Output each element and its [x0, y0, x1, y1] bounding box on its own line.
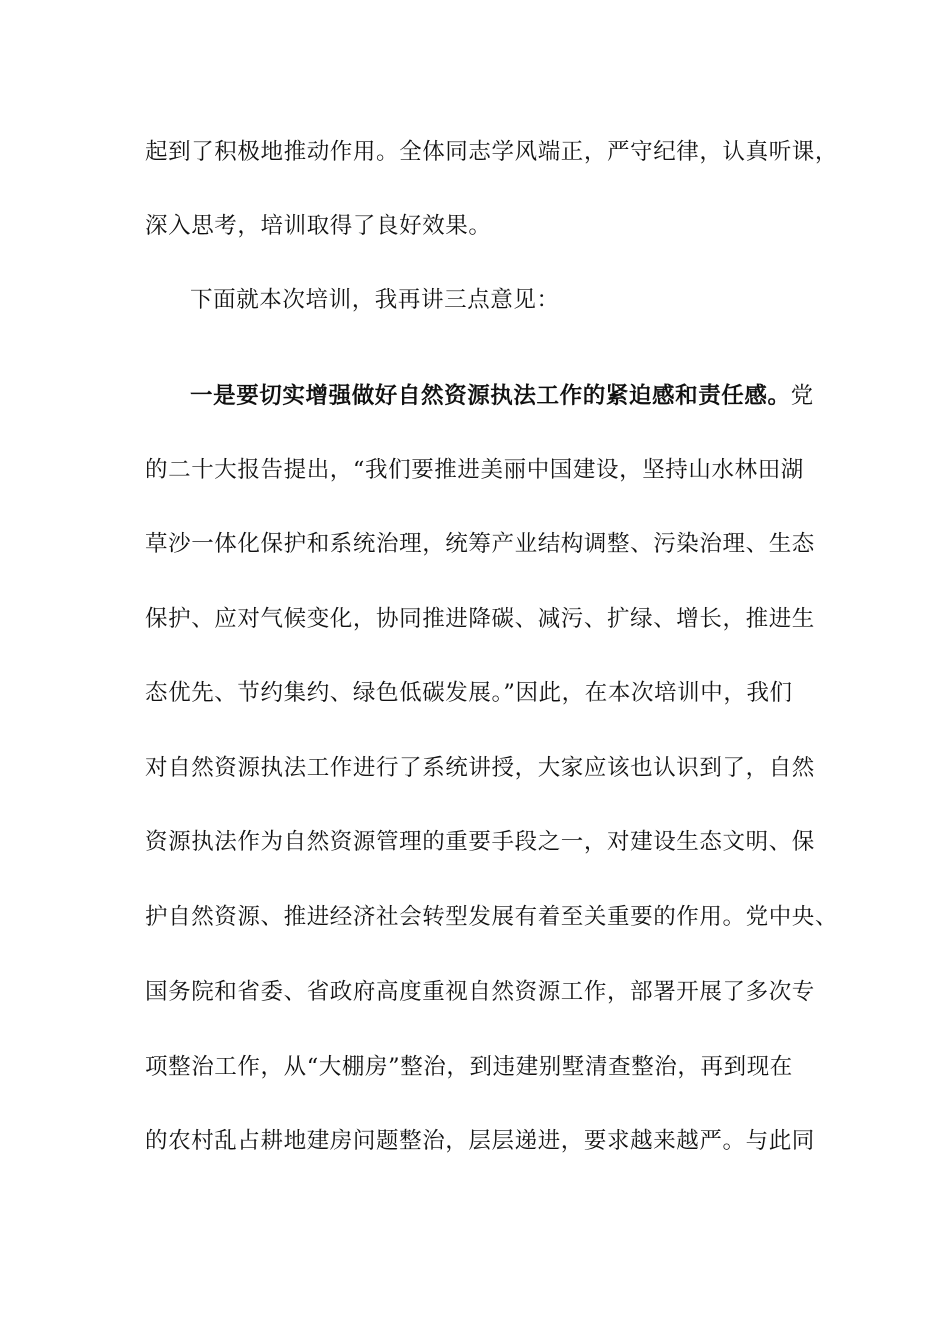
- text-line-1: 起到了积极地推动作用。全体同志学风端正，严守纪律，认真听课，: [145, 139, 839, 165]
- text-line-5: 的二十大报告提出，“我们要推进美丽中国建设，坚持山水林田湖: [145, 457, 804, 483]
- section-heading-tail: 党: [790, 383, 814, 409]
- text-line-2: 深入思考，培训取得了良好效果。: [145, 213, 492, 239]
- text-line-10: 资源执法作为自然资源管理的重要手段之一，对建设生态文明、保: [145, 829, 815, 855]
- text-line-11: 护自然资源、推进经济社会转型发展有着至关重要的作用。党中央、: [145, 904, 839, 930]
- section-heading-bold: 一是要切实增强做好自然资源执法工作的紧迫感和责任感。: [190, 383, 791, 409]
- text-line-8: 态优先、节约集约、绿色低碳发展。”因此，在本次培训中，我们: [145, 680, 793, 706]
- text-line-6: 草沙一体化保护和系统治理，统筹产业结构调整、污染治理、生态: [145, 531, 815, 557]
- text-line-3: 下面就本次培训，我再讲三点意见：: [190, 287, 560, 313]
- text-line-13: 项整治工作，从“大棚房”整治，到违建别墅清查整治，再到现在: [145, 1054, 793, 1080]
- text-line-14: 的农村乱占耕地建房问题整治，层层递进，要求越来越严。与此同: [145, 1128, 815, 1154]
- text-line-9: 对自然资源执法工作进行了系统讲授，大家应该也认识到了，自然: [145, 755, 815, 781]
- section-heading-line: [190, 381, 890, 411]
- text-line-7: 保护、应对气候变化，协同推进降碳、减污、扩绿、增长，推进生: [145, 606, 815, 632]
- text-line-12: 国务院和省委、省政府高度重视自然资源工作，部署开展了多次专: [145, 979, 815, 1005]
